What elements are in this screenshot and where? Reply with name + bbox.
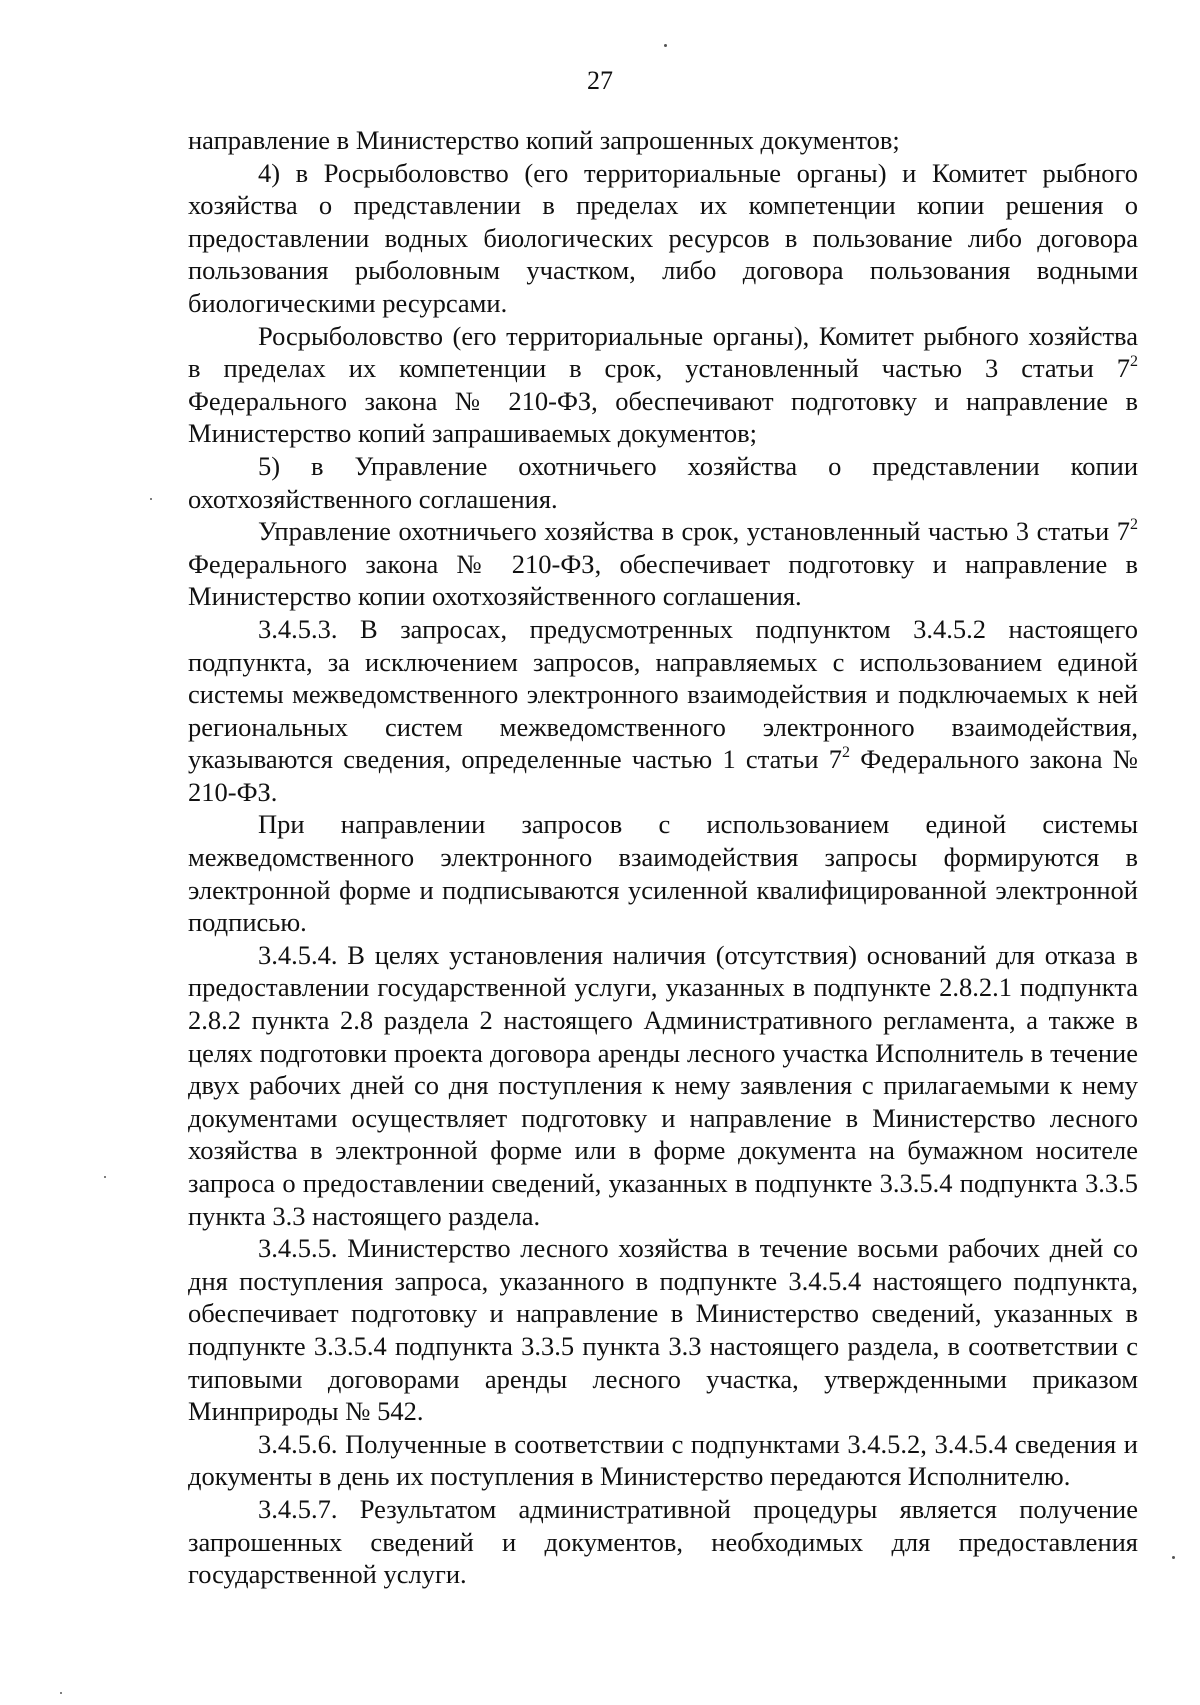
superscript: 2: [1130, 516, 1138, 534]
scan-speck: [104, 1176, 106, 1178]
paragraph-6: 3.4.5.3. В запросах, предусмотренных подпунктом 3.4.5.2 настоящего подпункта, за исключением запросов, направляемых с использованием единой системы межведомственного электронного взаимодействия и подключаемых к ней региональных систем межведомственного электронного взаимодействия, указываются сведения, определенные частью 1 статьи $7^2$ Федерального закона № 210-ФЗ.: [188, 613, 1138, 807]
paragraph-4: 5) в Управление охотничьего хозяйства о представлении копии охотхозяйственного соглашения.: [188, 450, 1138, 514]
paragraph-3: Росрыболовство (его территориальные органы), Комитет рыбного хозяйства в пределах их компетенции в срок, установленный частью 3 статьи $7^2$ Федерального закона № 210-ФЗ, обеспечивают подготовку и направление в Министерство копий запрашиваемых документов;: [188, 320, 1138, 449]
paragraph-9: 3.4.5.5. Министерство лесного хозяйства в течение восьми рабочих дней со дня поступления запроса, указанного в подпункте 3.4.5.4 настоящего подпункта, обеспечивает подготовку и направление в Министерство сведений, указанных в подпункте 3.3.5.4 подпункта 3.3.5 пункта 3.3 настоящего раздела, в соответствии с типовыми договорами аренды лесного участка, утвержденными приказом Минприроды № 542.: [188, 1233, 1138, 1427]
paragraph-1: направление в Министерство копий запрошенных документов;: [188, 125, 900, 155]
page-number: 27: [587, 66, 613, 95]
scan-speck: [60, 1692, 62, 1694]
paragraph-2: 4) в Росрыболовство (его территориальные органы) и Комитет рыбного хозяйства о представлении в пределах их компетенции копии решения о предоставлении водных биологических ресурсов в пользование либо договора пользования рыболовным участком, либо договора пользования водными биологическими ресурсами.: [188, 157, 1138, 318]
paragraph-11: 3.4.5.7. Результатом административной процедуры является получение запрошенных сведений и документов, необходимых для предоставления государственной услуги.: [188, 1493, 1138, 1590]
scan-speck: [150, 498, 152, 500]
paragraph-10: 3.4.5.6. Полученные в соответствии с подпунктами 3.4.5.2, 3.4.5.4 сведения и документы в день их поступления в Министерство передаются Исполнителю.: [188, 1428, 1138, 1492]
superscript: 2: [1130, 353, 1138, 371]
paragraph-8: 3.4.5.4. В целях установления наличия (отсутствия) оснований для отказа в предоставлении государственной услуги, указанных в подпункте 2.8.2.1 подпункта 2.8.2 пункта 2.8 раздела 2 настоящего Административного регламента, а также в целях подготовки проекта договора аренды лесного участка Исполнитель в течение двух рабочих дней со дня поступления к нему заявления с прилагаемыми к нему документами осуществляет подготовку и направление в Министерство лесного хозяйства в электронной форме или в форме документа на бумажном носителе запроса о предоставлении сведений, указанных в подпункте 3.3.5.4 подпункта 3.3.5 пункта 3.3 настоящего раздела.: [188, 939, 1138, 1231]
scan-speck: [664, 44, 667, 47]
paragraph-7: При направлении запросов с использованием единой системы межведомственного электронного взаимодействия запросы формируются в электронной форме и подписываются усиленной квалифицированной электронной подписью.: [188, 809, 1138, 938]
superscript: 2: [842, 744, 851, 762]
document-body: [188, 124, 1138, 1591]
paragraph-5: Управление охотничьего хозяйства в срок, установленный частью 3 статьи $7^2$ Федерального закона № 210-ФЗ, обеспечивает подготовку и направление в Министерство копии охотхозяйственного соглашения.: [188, 516, 1138, 612]
scan-speck: [1172, 1556, 1175, 1559]
